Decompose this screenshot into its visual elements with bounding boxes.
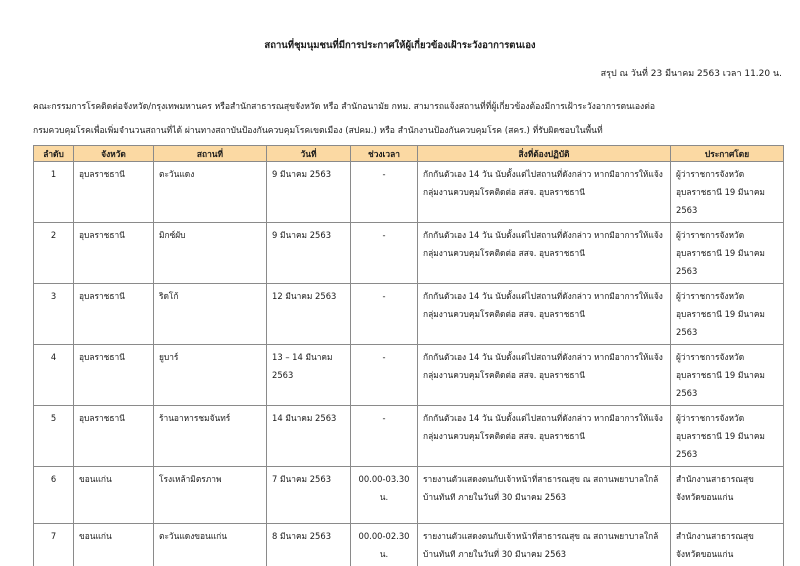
header-place: สถานที่	[154, 146, 267, 162]
cell-no: 4	[34, 345, 74, 406]
cell-place: ริดโก้	[154, 284, 267, 345]
table-row	[34, 284, 784, 345]
cell-time: -	[351, 223, 418, 284]
header-no: ลำดับ	[34, 146, 74, 162]
cell-announcer: ผู้ว่าราชการจังหวัดอุบลราชธานี 19 มีนาคม 2563	[671, 284, 784, 345]
cell-place: ตะวันแดงขอนแก่น	[154, 524, 267, 566]
cell-action: รายงานตัวแสดงตนกับเจ้าหน้าที่สาธารณสุข ณ สถานพยาบาลใกล้บ้านทันที ภายในวันที่ 30 มีนาคม 2563	[418, 524, 671, 566]
cell-no: 3	[34, 284, 74, 345]
table-row	[34, 406, 784, 467]
table-row	[34, 162, 784, 223]
intro-line-2: กรมควบคุมโรคเพื่อเพิ่มจำนวนสถานที่ได้ ผ่านทางสถาบันป้องกันควบคุมโรคเขตเมือง (สปคม.) หรือ สำนักงานป้องกันควบคุมโรค (สคร.) ที่รับผิดชอบในพื้นที่	[33, 126, 603, 136]
cell-date: 13 – 14 มีนาคม 2563	[267, 345, 351, 406]
cell-province: ขอนแก่น	[74, 524, 154, 566]
cell-no: 7	[34, 524, 74, 566]
cell-date: 12 มีนาคม 2563	[267, 284, 351, 345]
cell-time: -	[351, 345, 418, 406]
cell-action: กักกันตัวเอง 14 วัน นับตั้งแต่ไปสถานที่ดังกล่าว หากมีอาการให้แจ้งกลุ่มงานควบคุมโรคติดต่อ สสจ. อุบลราชธานี	[418, 345, 671, 406]
cell-no: 6	[34, 467, 74, 524]
cell-announcer: ผู้ว่าราชการจังหวัดอุบลราชธานี 19 มีนาคม 2563	[671, 345, 784, 406]
cell-announcer: ผู้ว่าราชการจังหวัดอุบลราชธานี 19 มีนาคม 2563	[671, 406, 784, 467]
cell-place: ตะวันแดง	[154, 162, 267, 223]
cell-action: กักกันตัวเอง 14 วัน นับตั้งแต่ไปสถานที่ดังกล่าว หากมีอาการให้แจ้งกลุ่มงานควบคุมโรคติดต่อ สสจ. อุบลราชธานี	[418, 284, 671, 345]
cell-place: ร้านอาหารชมจันทร์	[154, 406, 267, 467]
cell-province: อุบลราชธานี	[74, 162, 154, 223]
header-action: สิ่งที่ต้องปฏิบัติ	[418, 146, 671, 162]
cell-action: กักกันตัวเอง 14 วัน นับตั้งแต่ไปสถานที่ดังกล่าว หากมีอาการให้แจ้งกลุ่มงานควบคุมโรคติดต่อ สสจ. อุบลราชธานี	[418, 406, 671, 467]
cell-place: มิกซ์ผับ	[154, 223, 267, 284]
cell-date: 14 มีนาคม 2563	[267, 406, 351, 467]
cell-action: รายงานตัวแสดงตนกับเจ้าหน้าที่สาธารณสุข ณ สถานพยาบาลใกล้บ้านทันที ภายในวันที่ 30 มีนาคม 2563	[418, 467, 671, 524]
cell-announcer: สำนักงานสาธารณสุขจังหวัดขอนแก่น	[671, 467, 784, 524]
table-header-row	[34, 146, 784, 162]
cell-time: 00.00-02.30 น.	[351, 524, 418, 566]
cell-time: -	[351, 284, 418, 345]
cell-place: ยูบาร์	[154, 345, 267, 406]
intro-paragraph	[33, 95, 783, 143]
document-title: สถานที่ชุมนุมชนที่มีการประกาศให้ผู้เกี่ยวข้องเฝ้าระวังอาการตนเอง	[264, 40, 536, 51]
table-row	[34, 345, 784, 406]
header-time: ช่วงเวลา	[351, 146, 418, 162]
header-announcer: ประกาศโดย	[671, 146, 784, 162]
cell-announcer: ผู้ว่าราชการจังหวัดอุบลราชธานี 19 มีนาคม 2563	[671, 223, 784, 284]
cell-no: 2	[34, 223, 74, 284]
cell-announcer: สำนักงานสาธารณสุขจังหวัดขอนแก่น	[671, 524, 784, 566]
table-row	[34, 467, 784, 524]
venues-table	[33, 145, 784, 566]
cell-date: 8 มีนาคม 2563	[267, 524, 351, 566]
cell-place: โรงเหล้ามิตรภาพ	[154, 467, 267, 524]
table-row	[34, 223, 784, 284]
cell-province: อุบลราชธานี	[74, 406, 154, 467]
cell-time: -	[351, 406, 418, 467]
cell-action: กักกันตัวเอง 14 วัน นับตั้งแต่ไปสถานที่ดังกล่าว หากมีอาการให้แจ้งกลุ่มงานควบคุมโรคติดต่อ สสจ. อุบลราชธานี	[418, 223, 671, 284]
table-row	[34, 524, 784, 566]
cell-date: 9 มีนาคม 2563	[267, 223, 351, 284]
header-date: วันที่	[267, 146, 351, 162]
cell-province: ขอนแก่น	[74, 467, 154, 524]
cell-no: 1	[34, 162, 74, 223]
cell-action: กักกันตัวเอง 14 วัน นับตั้งแต่ไปสถานที่ดังกล่าว หากมีอาการให้แจ้งกลุ่มงานควบคุมโรคติดต่อ สสจ. อุบลราชธานี	[418, 162, 671, 223]
cell-date: 9 มีนาคม 2563	[267, 162, 351, 223]
cell-province: อุบลราชธานี	[74, 284, 154, 345]
intro-line-1: คณะกรรมการโรคติดต่อจังหวัด/กรุงเทพมหานคร หรือสำนักสาธารณสุขจังหวัด หรือ สำนักอนามัย กทม. สามารถแจ้งสถานที่ที่ผู้เกี่ยวข้องต้องมีการเฝ้าระวังอาการตนเองต่อ	[33, 102, 655, 112]
cell-time: 00.00-03.30 น.	[351, 467, 418, 524]
cell-province: อุบลราชธานี	[74, 223, 154, 284]
cell-time: -	[351, 162, 418, 223]
header-province: จังหวัด	[74, 146, 154, 162]
cell-announcer: ผู้ว่าราชการจังหวัดอุบลราชธานี 19 มีนาคม 2563	[671, 162, 784, 223]
cell-date: 7 มีนาคม 2563	[267, 467, 351, 524]
cell-no: 5	[34, 406, 74, 467]
cell-province: อุบลราชธานี	[74, 345, 154, 406]
summary-date: สรุป ณ วันที่ 23 มีนาคม 2563 เวลา 11.20 น.	[600, 69, 782, 79]
